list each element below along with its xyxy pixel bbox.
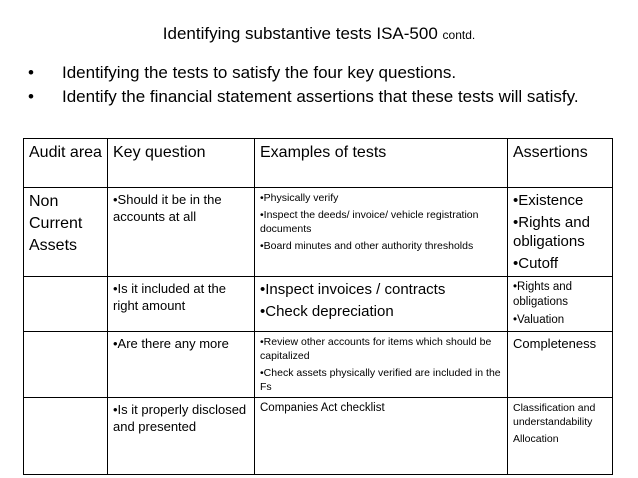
header-audit-area: Audit area xyxy=(24,139,108,188)
audit-area-line: Current xyxy=(29,215,83,232)
table-header-row xyxy=(24,139,613,188)
cell-audit-area xyxy=(24,398,108,475)
bullet-item xyxy=(28,62,618,83)
assertion-item: •Rights and obligations xyxy=(513,281,573,308)
test-item: •Review other accounts for items which should be capitalized xyxy=(260,336,492,362)
cell-assertions xyxy=(508,332,613,398)
assertion-item: Classification and understandability xyxy=(513,402,596,428)
header-key-question: Key question xyxy=(108,139,255,188)
cell-key-question: •Should it be in the accounts at all xyxy=(108,188,255,277)
audit-area-line: Non xyxy=(29,193,59,210)
assertion-item: •Valuation xyxy=(513,314,565,326)
cell-audit-area xyxy=(24,332,108,398)
header-assertions: Assertions xyxy=(508,139,613,188)
test-item: •Inspect the deeds/ invoice/ vehicle registration documents xyxy=(260,209,479,235)
cell-tests xyxy=(255,332,508,398)
assertion-item: •Existence xyxy=(513,192,584,209)
cell-tests xyxy=(255,277,508,332)
cell-key-question: •Is it properly disclosed and presented xyxy=(108,398,255,475)
cell-audit-area xyxy=(24,277,108,332)
cell-tests xyxy=(255,398,508,475)
cell-key-question: •Are there any more xyxy=(108,332,255,398)
bullet-dot: • xyxy=(28,63,34,82)
substantive-tests-table xyxy=(23,138,613,475)
test-item: •Board minutes and other authority thresholds xyxy=(260,240,474,252)
assertion-item: Allocation xyxy=(513,433,559,445)
header-examples-of-tests: Examples of tests xyxy=(255,139,508,188)
test-item: •Physically verify xyxy=(260,192,339,204)
test-item: •Inspect invoices / contracts xyxy=(260,281,446,298)
table-row xyxy=(24,277,613,332)
test-item: •Check assets physically verified are included in the Fs xyxy=(260,367,501,393)
table-row xyxy=(24,188,613,277)
cell-key-question: •Is it included at the right amount xyxy=(108,277,255,332)
slide-title xyxy=(0,24,638,44)
table-row xyxy=(24,398,613,475)
test-item: •Check depreciation xyxy=(260,303,394,320)
assertion-item: Completeness xyxy=(513,336,597,351)
assertion-item: •Rights and obligations xyxy=(513,214,590,250)
bullet-item xyxy=(28,86,618,107)
audit-area-line: Assets xyxy=(29,237,78,254)
cell-audit-area xyxy=(24,188,108,277)
slide-title-suffix: contd. xyxy=(442,28,476,42)
cell-tests xyxy=(255,188,508,277)
cell-assertions xyxy=(508,188,613,277)
assertion-item: •Cutoff xyxy=(513,255,558,272)
table-row xyxy=(24,332,613,398)
bullet-dot: • xyxy=(28,87,34,106)
bullet-text: Identifying the tests to satisfy the four key questions. xyxy=(62,63,457,82)
slide-title-main: Identifying substantive tests ISA-500 xyxy=(162,24,438,43)
cell-assertions xyxy=(508,398,613,475)
bullet-list xyxy=(28,62,618,110)
bullet-text: Identify the financial statement assertions that these tests will satisfy. xyxy=(62,87,579,106)
test-item: Companies Act checklist xyxy=(260,402,385,414)
cell-assertions xyxy=(508,277,613,332)
